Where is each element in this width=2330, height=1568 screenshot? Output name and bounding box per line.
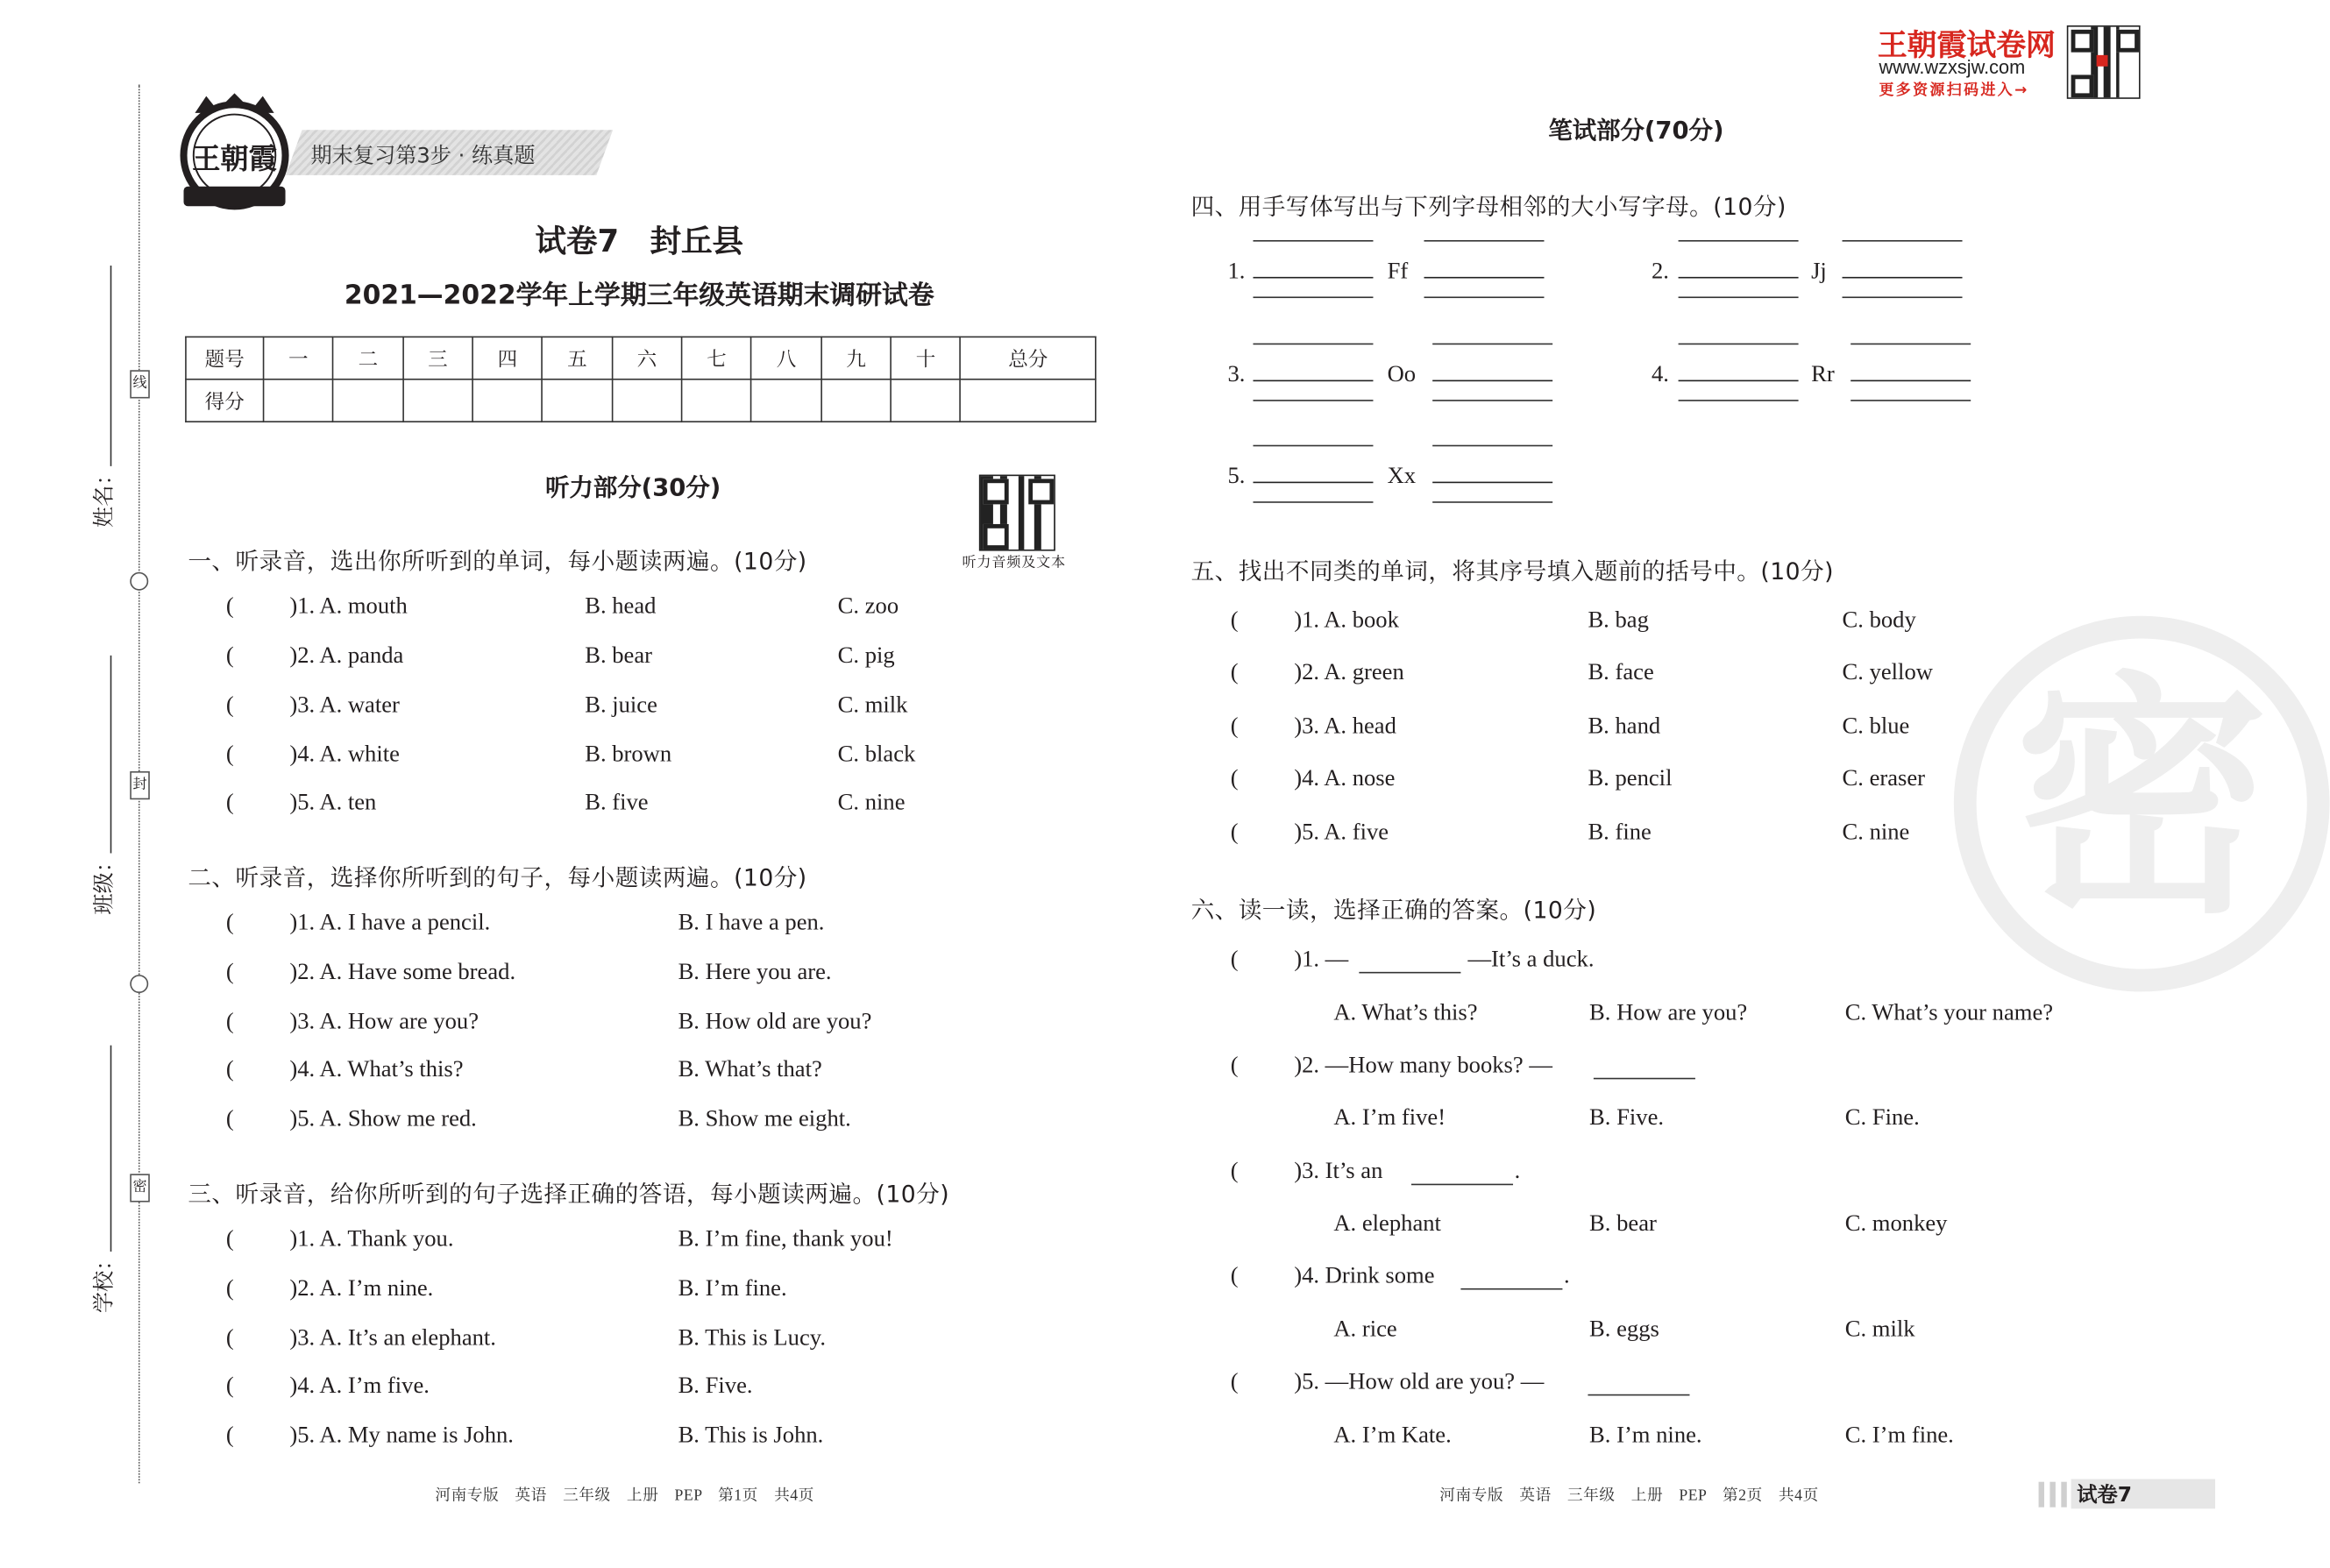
option-b: B. Five. xyxy=(678,1371,753,1399)
answer-bracket[interactable]: ( xyxy=(225,1007,234,1034)
option-b: B. I’m fine. xyxy=(678,1274,787,1302)
score-table-header: 七 xyxy=(682,337,752,379)
answer-bracket[interactable]: ( xyxy=(225,1054,234,1082)
blank-line[interactable] xyxy=(1594,1078,1695,1080)
item-number: 1. xyxy=(1227,257,1246,284)
option-b: B. bear xyxy=(585,641,653,669)
listening-part-title: 听力部分(30分) xyxy=(545,474,721,503)
guide-line xyxy=(1843,296,1963,298)
answer-bracket[interactable]: ( xyxy=(1230,945,1239,972)
blank-line[interactable] xyxy=(1359,972,1460,974)
question-text-end: . xyxy=(1514,1156,1521,1184)
watermark-char: 密 xyxy=(2014,652,2270,948)
guide-line xyxy=(1253,344,1373,345)
option-a: )5. A. Show me red. xyxy=(289,1104,477,1132)
answer-bracket[interactable]: ( xyxy=(225,1274,234,1302)
seal-watermark xyxy=(1954,616,2330,992)
guide-line xyxy=(1253,445,1373,447)
answer-line[interactable] xyxy=(1253,380,1373,382)
guide-line xyxy=(1432,445,1552,447)
guide-line xyxy=(1679,344,1799,345)
guide-line xyxy=(1253,240,1373,242)
seal-mark-xian: 线 xyxy=(130,370,150,398)
blank-line[interactable] xyxy=(1588,1394,1689,1396)
answer-line[interactable] xyxy=(1253,277,1373,279)
footer-left: 河南专版 英语 三年级 上册 PEP 第1页 共4页 xyxy=(435,1487,814,1505)
written-part-title: 笔试部分(70分) xyxy=(1548,117,1724,146)
answer-line[interactable] xyxy=(1843,277,1963,279)
score-table-header: 总分 xyxy=(961,337,1096,379)
option-a: )3. A. It’s an elephant. xyxy=(289,1323,496,1351)
option-c: C. I’m fine. xyxy=(1844,1421,1954,1449)
school-field-line[interactable] xyxy=(110,1046,112,1252)
given-letter: Jj xyxy=(1811,257,1827,284)
option-a: A. I’m five! xyxy=(1333,1103,1446,1131)
option-c: C. milk xyxy=(1844,1315,1915,1343)
score-cell[interactable] xyxy=(403,380,473,422)
option-a: A. What’s this? xyxy=(1333,998,1478,1026)
given-letter: Rr xyxy=(1811,359,1835,387)
answer-bracket[interactable]: ( xyxy=(1230,712,1239,739)
answer-bracket[interactable]: ( xyxy=(225,592,234,619)
given-letter: Xx xyxy=(1387,462,1417,489)
score-table-header: 六 xyxy=(612,337,682,379)
site-tagline: 更多资源扫码进入→ xyxy=(1879,82,2029,99)
option-a: )2. A. panda xyxy=(289,641,404,669)
score-table-header: 三 xyxy=(403,337,473,379)
class-field-line[interactable] xyxy=(110,656,112,854)
qr-caption: 听力音频及文本 xyxy=(962,555,1066,571)
score-table-row-scores xyxy=(186,380,1096,422)
answer-bracket[interactable]: ( xyxy=(1230,658,1239,685)
answer-line[interactable] xyxy=(1679,380,1799,382)
option-a: )5. A. My name is John. xyxy=(289,1421,514,1449)
option-b: B. How are you? xyxy=(1589,998,1748,1026)
option-c: C. monkey xyxy=(1844,1209,1948,1237)
option-a: )5. A. five xyxy=(1294,818,1389,845)
option-a: )1. A. I have a pencil. xyxy=(289,908,491,935)
score-cell[interactable] xyxy=(472,380,543,422)
option-a: )1. A. Thank you. xyxy=(289,1224,454,1252)
option-b: B. This is Lucy. xyxy=(678,1323,827,1351)
name-field-line[interactable] xyxy=(110,266,112,466)
question-text: )1. — xyxy=(1294,945,1349,972)
answer-bracket[interactable]: ( xyxy=(225,1371,234,1399)
option-b: B. hand xyxy=(1588,712,1661,739)
guide-line xyxy=(1679,400,1799,401)
guide-line xyxy=(1843,240,1963,242)
option-b: B. eggs xyxy=(1589,1315,1659,1343)
option-b: B. Show me eight. xyxy=(678,1104,851,1132)
answer-bracket[interactable]: ( xyxy=(225,1421,234,1449)
option-b: B. How old are you? xyxy=(678,1007,872,1034)
site-url[interactable]: www.wzxsjw.com xyxy=(1879,56,2026,78)
blank-line[interactable] xyxy=(1411,1184,1513,1186)
answer-bracket[interactable]: ( xyxy=(1230,1156,1239,1184)
score-cell[interactable] xyxy=(543,380,613,422)
item-number: 5. xyxy=(1227,462,1246,489)
score-table-header: 四 xyxy=(472,337,543,379)
option-a: A. elephant xyxy=(1333,1209,1441,1237)
option-b: B. This is John. xyxy=(678,1421,824,1449)
answer-bracket[interactable]: ( xyxy=(225,908,234,935)
answer-bracket[interactable]: ( xyxy=(225,740,234,768)
brand-logo xyxy=(175,90,294,215)
paper-tag: 试卷7 xyxy=(2077,1484,2133,1508)
option-c: C. black xyxy=(837,740,916,768)
guide-line xyxy=(1679,296,1799,298)
option-b: B. Here you are. xyxy=(678,957,832,985)
answer-line[interactable] xyxy=(1253,482,1373,484)
binding-circle-1 xyxy=(130,572,148,591)
item-number: 2. xyxy=(1651,257,1669,284)
question-text: )5. —How old are you? — xyxy=(1294,1367,1545,1394)
section-1-heading: 一、听录音，选出你所听到的单词，每小题读两遍。(10分) xyxy=(188,548,807,575)
seal-mark-feng: 封 xyxy=(130,771,150,799)
section-4-heading: 四、用手写体写出与下列字母相邻的大小写字母。(10分) xyxy=(1190,193,1787,221)
score-table-row-label: 得分 xyxy=(186,380,264,422)
option-c: C. body xyxy=(1842,606,1916,634)
option-a: )3. A. head xyxy=(1294,712,1396,739)
guide-line xyxy=(1432,400,1552,401)
item-number: 3. xyxy=(1227,359,1246,387)
question-text: )4. Drink some xyxy=(1294,1261,1435,1288)
seal-mark-mi: 密 xyxy=(130,1174,150,1202)
score-cell[interactable] xyxy=(264,380,334,422)
school-label: 学校： xyxy=(90,1249,117,1314)
score-cell[interactable] xyxy=(821,380,892,422)
section-5-heading: 五、找出不同类的单词，将其序号填入题前的括号中。(10分) xyxy=(1190,557,1834,585)
score-cell[interactable] xyxy=(682,380,752,422)
answer-bracket[interactable]: ( xyxy=(225,691,234,718)
question-text: )3. It’s an xyxy=(1294,1156,1383,1184)
option-a: )4. A. white xyxy=(289,740,400,768)
guide-line xyxy=(1432,501,1552,503)
score-table-header: 八 xyxy=(751,337,821,379)
paper-title: 试卷7 封丘县 xyxy=(535,224,743,260)
step-banner: 期末复习第3步 · 练真题 xyxy=(310,142,536,168)
option-b: B. What’s that? xyxy=(678,1054,822,1082)
option-b: B. fine xyxy=(1588,818,1652,845)
option-c: C. blue xyxy=(1842,712,1910,739)
answer-bracket[interactable]: ( xyxy=(1230,606,1239,634)
option-c: C. nine xyxy=(1842,818,1910,845)
option-a: )1. A. mouth xyxy=(289,592,408,619)
name-label: 姓名： xyxy=(90,464,117,528)
site-name: 王朝霞试卷网 xyxy=(1877,28,2056,62)
option-a: )3. A. water xyxy=(289,691,400,718)
answer-line[interactable] xyxy=(1851,380,1971,382)
guide-line xyxy=(1424,296,1545,298)
option-b: B. pencil xyxy=(1588,763,1673,791)
option-b: B. I’m fine, thank you! xyxy=(678,1224,893,1252)
class-label: 班级： xyxy=(90,851,117,915)
option-b: B. I’m nine. xyxy=(1589,1421,1702,1449)
guide-line xyxy=(1432,344,1552,345)
option-a: )2. A. I’m nine. xyxy=(289,1274,434,1302)
answer-bracket[interactable]: ( xyxy=(1230,1051,1239,1078)
score-table-header: 一 xyxy=(264,337,334,379)
score-table-header: 五 xyxy=(543,337,613,379)
answer-bracket[interactable]: ( xyxy=(1230,818,1239,845)
answer-bracket[interactable]: ( xyxy=(1230,1367,1239,1394)
given-letter: Oo xyxy=(1387,359,1417,387)
score-table-header: 九 xyxy=(821,337,892,379)
score-table-header: 二 xyxy=(333,337,403,379)
option-c: C. What’s your name? xyxy=(1844,998,2054,1026)
guide-line xyxy=(1253,296,1373,298)
score-table-header: 十 xyxy=(891,337,961,379)
guide-line xyxy=(1679,240,1799,242)
option-a: )2. A. green xyxy=(1294,658,1404,685)
answer-bracket[interactable]: ( xyxy=(225,1323,234,1351)
option-a: )5. A. ten xyxy=(289,788,377,815)
option-a: )1. A. book xyxy=(1294,606,1399,634)
given-letter: Ff xyxy=(1387,257,1409,284)
score-cell[interactable] xyxy=(333,380,403,422)
question-text-end: —It’s a duck. xyxy=(1467,945,1595,972)
option-a: )3. A. How are you? xyxy=(289,1007,479,1034)
answer-bracket[interactable]: ( xyxy=(225,1104,234,1132)
paper-subtitle: 2021—2022学年上学期三年级英语期末调研试卷 xyxy=(344,280,934,311)
option-b: B. bear xyxy=(1589,1209,1657,1237)
audio-qr-code[interactable] xyxy=(979,475,1055,551)
guide-line xyxy=(1424,240,1545,242)
option-c: C. eraser xyxy=(1842,763,1926,791)
site-qr-code[interactable] xyxy=(2067,25,2141,99)
option-a: )4. A. I’m five. xyxy=(289,1371,430,1399)
guide-line xyxy=(1253,501,1373,503)
option-b: B. bag xyxy=(1588,606,1649,634)
option-a: A. rice xyxy=(1333,1315,1397,1343)
option-b: B. five xyxy=(585,788,649,815)
answer-line[interactable] xyxy=(1432,482,1552,484)
tag-pixel-decoration xyxy=(2039,1482,2067,1508)
option-c: C. nine xyxy=(837,788,906,815)
guide-line xyxy=(1851,400,1971,401)
section-6-heading: 六、读一读，选择正确的答案。(10分) xyxy=(1190,897,1597,925)
option-b: B. Five. xyxy=(1589,1103,1665,1131)
option-c: C. Fine. xyxy=(1844,1103,1920,1131)
option-b: B. brown xyxy=(585,740,672,768)
answer-line[interactable] xyxy=(1679,277,1799,279)
option-c: C. yellow xyxy=(1842,658,1933,685)
answer-bracket[interactable]: ( xyxy=(225,641,234,669)
blank-line[interactable] xyxy=(1460,1288,1562,1290)
option-a: )2. A. Have some bread. xyxy=(289,957,516,985)
guide-line xyxy=(1253,400,1373,401)
option-a: )4. A. What’s this? xyxy=(289,1054,464,1082)
question-text: )2. —How many books? — xyxy=(1294,1051,1552,1078)
option-a: A. I’m Kate. xyxy=(1333,1421,1452,1449)
item-number: 4. xyxy=(1651,359,1669,387)
answer-line[interactable] xyxy=(1432,380,1552,382)
option-c: C. milk xyxy=(837,691,908,718)
score-table-header: 题号 xyxy=(186,337,264,379)
option-b: B. I have a pen. xyxy=(678,908,825,935)
score-cell[interactable] xyxy=(961,380,1096,422)
score-cell[interactable] xyxy=(612,380,682,422)
option-b: B. head xyxy=(585,592,657,619)
brand-logo-text: 王朝霞 xyxy=(192,141,277,175)
score-cell[interactable] xyxy=(751,380,821,422)
question-text-end: . xyxy=(1564,1261,1570,1288)
option-a: )4. A. nose xyxy=(1294,763,1396,791)
score-table-row-headers xyxy=(186,337,1096,379)
answer-line[interactable] xyxy=(1424,277,1545,279)
option-b: B. juice xyxy=(585,691,657,718)
answer-bracket[interactable]: ( xyxy=(1230,763,1239,791)
binding-circle-2 xyxy=(130,975,148,993)
guide-line xyxy=(1851,344,1971,345)
answer-bracket[interactable]: ( xyxy=(225,1224,234,1252)
option-c: C. zoo xyxy=(837,592,899,619)
score-cell[interactable] xyxy=(891,380,961,422)
answer-bracket[interactable]: ( xyxy=(225,788,234,815)
answer-bracket[interactable]: ( xyxy=(225,957,234,985)
score-table xyxy=(185,337,1096,422)
section-3-heading: 三、听录音，给你所听到的句子选择正确的答语，每小题读两遍。(10分) xyxy=(188,1181,950,1209)
section-2-heading: 二、听录音，选择你所听到的句子，每小题读两遍。(10分) xyxy=(188,864,807,891)
option-b: B. face xyxy=(1588,658,1654,685)
option-c: C. pig xyxy=(837,641,895,669)
answer-bracket[interactable]: ( xyxy=(1230,1261,1239,1288)
footer-right: 河南专版 英语 三年级 上册 PEP 第2页 共4页 xyxy=(1439,1487,1819,1505)
